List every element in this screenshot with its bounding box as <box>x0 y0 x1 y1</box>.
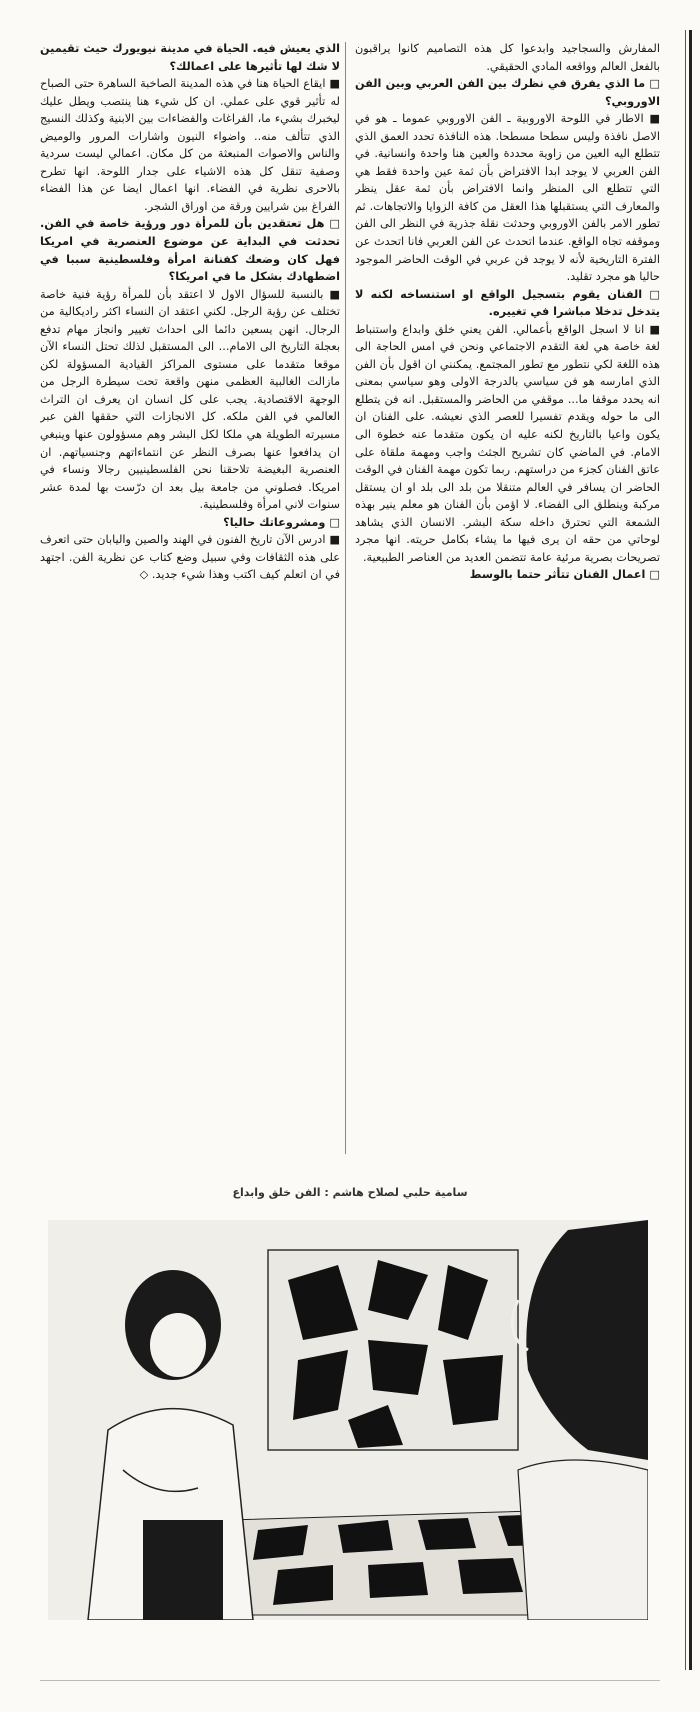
interview-question: □ ما الذي يفرق في نظرك بين الفن العربي وبين الفن الاوروبي؟ <box>355 77 660 108</box>
interview-answer: ■ بالنسبة للسؤال الاول لا اعتقد بأن للمرأة رؤية فنية خاصة تختلف عن رؤية الرجل. لكني اعتقد ان النساء اكثر راديكالية من الرجال. انهن يسعين دائما الى احداث تغيير وانجاز مهام تدفع بعجلة التاريخ الى الامام... الى المستقبل لذلك تحتل النساء الآن موقعا متقدما على مستوى المراكز القيادية المسؤولة لكن مازالت الغالبية العظمى منهن واقعة تحت سيطرة الرجل من الوجهة الاقتصادية. يجب على كل انسان ان يعرف ان التراث العالمي في الفن ملكه. كل الانجازات التي حققها الفن عبر مسيرته الطويلة هي ملكا لكل البشر وهم مسؤولون عنها وينبغي ان يدافعوا عنها بصرف النظر عن انتماءاتهم وجنسياتهم. ان العنصرية البغيضة تلاحقنا نحن الفلسطينيين رجالا ونساء في امريكا. فصلوني من جامعة بيل بعد ان درّست بها لمدة عشر سنوات لاني امرأة وفلسطينية. <box>40 287 340 512</box>
article-column-right <box>355 40 660 1156</box>
page-border-rule-thin <box>685 30 686 1670</box>
interview-answer: ■ الاطار في اللوحة الاوروبية ـ الفن الاوروبي عموما ـ هو في الاصل نافذة وليس سطحا مسطحا. هذه النافذة تحدد العمق الذي تتطلع اليه العين من زاوية محددة والعين هنا واحدة وانسانية. في الفن العربي لا يوجد ابدا الافتراض بأن ثمة عين واحدة فقط هي التي تتطلع الى المنظر وانما الافتراض بأن ثمة عقل ينظر والمعارف التي يستقبلها هذا العقل من كافة الزوايا والاتجاهات. ثم تطور الامر بالفن الاوروبي وحدثت نقلة جذرية في النظر الى الفن وموقفه تجاه الواقع. عندما اتحدث عن الفن العربي فانا اتحدث عن الفترة التاريخية لأنه لا يوجد فن عربي في الوقت الحاضر الموجود حاليا هو مجرد تقليد. <box>355 112 660 284</box>
interview-question: □ ومشروعاتك حاليا؟ <box>223 515 340 529</box>
painting-canvas <box>268 1250 518 1450</box>
interview-answer: ■ ايقاع الحياة هنا في هذه المدينة الصاخبة الساهرة حتى الصباح له تأثير قوي على عملي. ان كل شيء هنا ينتصب ويطل عليك ليخبرك بشيء ما، الفراغات والفضاءات بين الابنية وكذلك النسيج الذي تتألف منه.. واضواء النيون واشارات المرور والوميض والناس والاصوات المنبعثة من كل مكان. اعمالي ليست سردية وصفية تنقل كل هذه الاشياء على جدار اللوحة. انها تطرح بالاحرى نظرية في الفضاء. انها اعمال ايضا عن هذا الفضاء الفراغ بين شرايين ورقة من اوراق الشجر. <box>40 77 340 213</box>
interview-answer: المفارش والسجاجيد وابدعوا كل هذه التصاميم كانوا يراقبون بالفعل العالم وواقعه المادي الحقيقي. <box>355 42 660 73</box>
bottom-rule <box>40 1680 660 1681</box>
article-column-left <box>40 40 340 1156</box>
interview-answer: ■ انا لا اسجل الواقع بأعمالي. الفن يعني خلق وابداع واستنباط لغة خاصة هي لغة التقدم الاجتماعي ونحن في امس الحاجة الى هذه اللغة لكي نتطور مع تطور المجتمع. يمكنني ان اقول بأن الفن الذي امارسه هو فن سياسي بالدرجة الاولى وهو سياسي بمعنى انه يحدد موقفا ما... موقفي من الحاضر والمستقبل. انه فن يتطلع الى ما حوله ويقدم تفسيرا للعصر الذي نعيشه. على الفنان ان يكون واعيا بالتاريخ لكنه عليه ان يكون متقدما عنه خطوة الى الامام. في الماضي كان تشريح الجثث واجب ومهمة ملقاة على عاتق الفنان كجزء من دراستهم. ربما تكون مهمة الفنان في الوقت الحاضر ان يسافر في العالم متنقلا من بلد الى بلد او ان يستقل مركبة وينطلق الى الفضاء. لا اؤمن بأن الفنان هو معلم ينير بهذه الشمعة التي تحترق داخله سكة البشر. الانسان الذي يشاهد لوحاتي من حقه ان يرى فيها ما يشاء بكامل حريته. انها مجرد تصريحات بصرية مرئية عامة تتضمن العديد من العناصر الطبيعية. <box>355 322 660 564</box>
interview-question: □ هل تعتقدين بأن للمرأة دور ورؤية خاصة في الفن. تحدثت في البداية عن موضوع العنصرية في امريكا فهل كان وضعك كفنانة امرأة وفلسطينية سببا في اضطهادك بشكل ما في امريكا؟ <box>40 217 340 284</box>
interview-question: الذي يعيش فيه. الحياة في مدينة نيويورك حيث تقيمين لا شك لها تأثيرها على اعمالك؟ <box>40 42 340 73</box>
photo-caption: سامية حلبي لصلاح هاشم : الفن خلق وابداع <box>232 1186 468 1199</box>
page-border-rule <box>689 30 692 1670</box>
interview-question: □ الفنان يقوم بتسجيل الواقع او استنساخه لكنه لا يتدخل تدخلا مباشرا في تغييره. <box>355 287 660 319</box>
column-divider <box>345 42 346 1154</box>
article-photo <box>48 1220 648 1620</box>
interview-question: □ اعمال الفنان تتأثر حتما بالوسط <box>469 568 660 582</box>
interview-answer: ■ ادرس الآن تاريخ الفنون في الهند والصين واليابان حتى اتعرف على هذه الثقافات وفي سبيل وضع كتاب عن نظرية الفن. اجتهد في ان اتعلم كيف اكتب وهذا شيء جديد. ◇ <box>40 533 340 582</box>
